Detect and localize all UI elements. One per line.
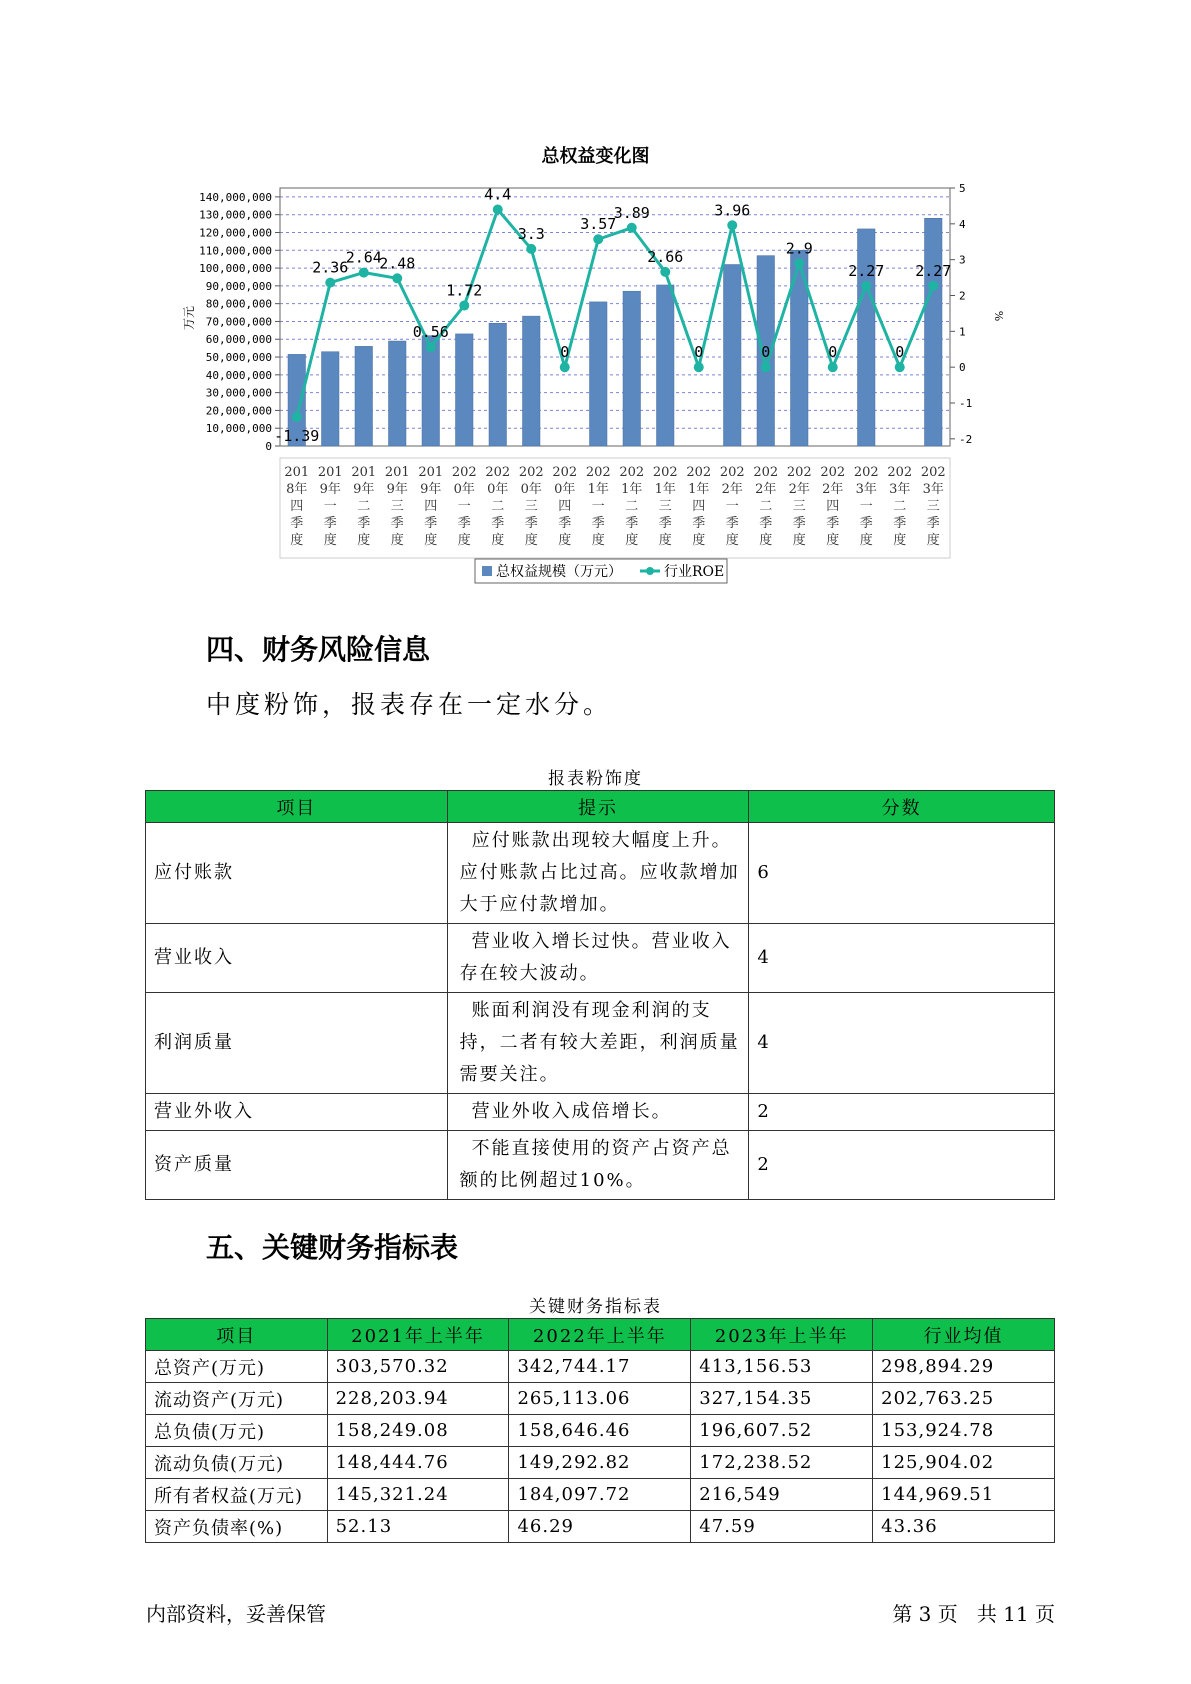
cell-hint: 营业收入增长过快。营业收入存在较大波动。 (447, 924, 749, 993)
x-tick-label: 202 3年二季度 (887, 465, 913, 548)
cell-hint: 应付账款出现较大幅度上升。应付账款占比过高。应收款增加大于应付款增加。 (447, 823, 749, 924)
table-row (146, 924, 1055, 993)
x-tick-label: 202 3年三季度 (920, 465, 946, 548)
bar (355, 346, 373, 446)
risk-table (145, 790, 1055, 1200)
roe-point (325, 278, 335, 288)
roe-label: 1.72 (446, 281, 483, 300)
bar (422, 336, 440, 446)
roe-point (292, 412, 302, 422)
x-tick-label: 202 2年三季度 (786, 465, 812, 548)
roe-point (459, 301, 469, 311)
y-tick-label: 10,000,000 (205, 422, 272, 436)
cell-item: 总资产(万元) (146, 1351, 328, 1383)
roe-point (828, 362, 838, 372)
y-tick-label: 40,000,000 (205, 368, 272, 382)
bar (590, 302, 608, 446)
cell-item: 总负债(万元) (146, 1415, 328, 1447)
y-tick-label: 110,000,000 (199, 244, 272, 258)
table-row (146, 1351, 1055, 1383)
y2-axis-label: % (992, 310, 1005, 322)
roe-label: 3.89 (613, 203, 650, 222)
cell-item: 资产负债率(%) (146, 1511, 328, 1543)
y-tick-label: 50,000,000 (205, 351, 272, 365)
y-tick-label: 30,000,000 (205, 386, 272, 400)
roe-label: 2.36 (312, 258, 349, 277)
bar (489, 323, 507, 446)
roe-label: 2.64 (345, 248, 382, 267)
legend-bar-label: 总权益规模（万元） (496, 564, 622, 580)
table-row (146, 1415, 1055, 1447)
cell-value: 158,646.46 (509, 1415, 691, 1447)
x-tick-label: 202 1年三季度 (652, 465, 678, 548)
bar (925, 218, 943, 446)
header-cell: 项目 (146, 791, 448, 823)
roe-label: 2.9 (785, 239, 813, 258)
cell-value: 184,097.72 (509, 1479, 691, 1511)
x-tick-label: 202 0年一季度 (451, 465, 477, 548)
header-cell: 2021年上半年 (327, 1319, 509, 1351)
bar (322, 352, 340, 446)
x-tick-label: 201 9年一季度 (317, 465, 343, 548)
cell-value: 149,292.82 (509, 1447, 691, 1479)
cell-value: 46.29 (509, 1511, 691, 1543)
header-cell: 项目 (146, 1319, 328, 1351)
cell-value: 158,249.08 (327, 1415, 509, 1447)
kpi-table-caption: 关键财务指标表 (529, 1297, 662, 1317)
y-tick-label: 70,000,000 (205, 315, 272, 329)
y-axis-label: 万元 (182, 305, 196, 331)
cell-score: 4 (749, 924, 1055, 993)
bar (623, 291, 641, 446)
y-tick-label: 0 (265, 440, 272, 453)
bar (456, 334, 474, 446)
roe-label: 0 (895, 343, 905, 362)
risk-table-header (146, 791, 1055, 823)
legend-line-marker (646, 567, 654, 575)
cell-value: 148,444.76 (327, 1447, 509, 1479)
y-tick-label: 140,000,000 (199, 190, 272, 204)
risk-table-caption: 报表粉饰度 (548, 769, 643, 789)
y2-tick-label: 0 (959, 361, 966, 375)
cell-value: 265,113.06 (509, 1383, 691, 1415)
cell-score: 4 (749, 993, 1055, 1094)
cell-item: 营业外收入 (146, 1094, 448, 1131)
x-tick-label: 202 1年四季度 (686, 465, 712, 548)
x-tick-label: 202 0年三季度 (518, 465, 544, 548)
chart-title: 总权益变化图 (541, 146, 650, 167)
x-tick-label: 201 9年四季度 (418, 465, 444, 548)
roe-label: -1.39 (274, 426, 320, 445)
roe-label: 4.4 (484, 185, 512, 204)
roe-point (694, 362, 704, 372)
roe-point (794, 258, 804, 268)
roe-point (593, 234, 603, 244)
cell-value: 303,570.32 (327, 1351, 509, 1383)
x-tick-label: 202 1年一季度 (585, 465, 611, 548)
y2-tick-label: 4 (959, 217, 966, 231)
cell-value: 153,924.78 (873, 1415, 1055, 1447)
roe-point (493, 205, 503, 215)
x-tick-label: 202 2年二季度 (753, 465, 779, 548)
y-tick-label: 20,000,000 (205, 404, 272, 418)
header-cell: 提示 (447, 791, 749, 823)
cell-item: 营业收入 (146, 924, 448, 993)
cell-hint: 营业外收入成倍增长。 (447, 1094, 749, 1131)
table-row (146, 1131, 1055, 1200)
cell-value: 216,549 (691, 1479, 873, 1511)
table-row (146, 1094, 1055, 1131)
x-tick-label: 201 9年二季度 (351, 465, 377, 548)
cell-item: 流动负债(万元) (146, 1447, 328, 1479)
roe-point (426, 342, 436, 352)
bar (389, 341, 407, 446)
footer-confidential: 内部资料，妥善保管 (146, 1602, 326, 1626)
cell-value: 202,763.25 (873, 1383, 1055, 1415)
x-tick-label: 201 8年四季度 (284, 465, 310, 548)
roe-point (660, 267, 670, 277)
cell-item: 应付账款 (146, 823, 448, 924)
x-tick-label: 202 1年二季度 (619, 465, 645, 548)
y-tick-label: 90,000,000 (205, 279, 272, 293)
y2-tick-label: -2 (959, 432, 973, 446)
x-tick-label: 201 9年三季度 (384, 465, 410, 548)
x-tick-label: 202 0年二季度 (485, 465, 511, 548)
cell-value: 196,607.52 (691, 1415, 873, 1447)
kpi-table-header (146, 1319, 1055, 1351)
header-cell: 分数 (749, 791, 1055, 823)
y2-tick-label: 2 (959, 289, 966, 303)
roe-label: 2.48 (379, 254, 416, 273)
cell-value: 125,904.02 (873, 1447, 1055, 1479)
roe-label: 0.56 (412, 323, 449, 342)
table-row (146, 1383, 1055, 1415)
x-axis-panel (280, 458, 950, 558)
table-row (146, 823, 1055, 924)
section4-heading: 四、财务风险信息 (206, 633, 431, 666)
table-row (146, 993, 1055, 1094)
roe-label: 2.66 (647, 247, 684, 266)
cell-score: 6 (749, 823, 1055, 924)
roe-label: 2.27 (848, 261, 885, 280)
cell-item: 流动资产(万元) (146, 1383, 328, 1415)
roe-point (861, 281, 871, 291)
table-row (146, 1511, 1055, 1543)
roe-point (526, 244, 536, 254)
roe-label: 3.96 (714, 201, 751, 220)
cell-value: 144,969.51 (873, 1479, 1055, 1511)
roe-label: 3.3 (517, 224, 545, 243)
cell-value: 228,203.94 (327, 1383, 509, 1415)
y-tick-label: 100,000,000 (199, 262, 272, 276)
legend-line-label: 行业ROE (664, 564, 725, 580)
cell-value: 298,894.29 (873, 1351, 1055, 1383)
footer-page-number: 第 3 页 共 11 页 (892, 1602, 1055, 1626)
roe-point (727, 220, 737, 230)
cell-value: 413,156.53 (691, 1351, 873, 1383)
table-row (146, 1447, 1055, 1479)
risk-summary-text: 中度粉饰，报表存在一定水分。 (206, 690, 613, 719)
cell-value: 342,744.17 (509, 1351, 691, 1383)
cell-item: 所有者权益(万元) (146, 1479, 328, 1511)
bar (657, 285, 675, 446)
roe-point (392, 273, 402, 283)
equity-chart (0, 0, 1191, 600)
roe-label: 0 (828, 343, 838, 362)
roe-point (359, 268, 369, 278)
x-tick-label: 202 2年一季度 (719, 465, 745, 548)
roe-label: 0 (560, 343, 570, 362)
y-tick-label: 60,000,000 (205, 333, 272, 347)
cell-value: 47.59 (691, 1511, 873, 1543)
roe-point (627, 223, 637, 233)
cell-item: 资产质量 (146, 1131, 448, 1200)
roe-label: 3.57 (580, 215, 617, 234)
header-cell: 行业均值 (873, 1319, 1055, 1351)
x-tick-label: 202 2年四季度 (820, 465, 846, 548)
chart-svg (0, 0, 1191, 600)
y2-tick-label: 5 (959, 182, 966, 195)
roe-label: 2.27 (915, 261, 952, 280)
roe-point (761, 362, 771, 372)
roe-point (560, 362, 570, 372)
cell-hint: 账面利润没有现金利润的支持，二者有较大差距，利润质量需要关注。 (447, 993, 749, 1094)
cell-value: 145,321.24 (327, 1479, 509, 1511)
x-tick-label: 202 0年四季度 (552, 465, 578, 548)
y2-tick-label: -1 (959, 397, 973, 410)
cell-item: 利润质量 (146, 993, 448, 1094)
roe-point (895, 362, 905, 372)
y2-tick-label: 1 (959, 325, 966, 339)
cell-value: 172,238.52 (691, 1447, 873, 1479)
cell-score: 2 (749, 1131, 1055, 1200)
cell-value: 43.36 (873, 1511, 1055, 1543)
legend-bar-swatch (482, 566, 492, 576)
roe-label: 0 (694, 343, 704, 362)
bar (724, 265, 742, 446)
bar (523, 316, 541, 446)
header-cell: 2022年上半年 (509, 1319, 691, 1351)
cell-value: 327,154.35 (691, 1383, 873, 1415)
y-tick-label: 120,000,000 (199, 226, 272, 240)
y-tick-label: 80,000,000 (205, 297, 272, 311)
y-tick-label: 130,000,000 (199, 208, 272, 222)
roe-point (928, 281, 938, 291)
cell-hint: 不能直接使用的资产占资产总额的比例超过10%。 (447, 1131, 749, 1200)
table-row (146, 1479, 1055, 1511)
header-cell: 2023年上半年 (691, 1319, 873, 1351)
kpi-table (145, 1318, 1055, 1543)
roe-label: 0 (761, 343, 771, 362)
cell-score: 2 (749, 1094, 1055, 1131)
section5-heading: 五、关键财务指标表 (206, 1231, 459, 1264)
x-tick-label: 202 3年一季度 (853, 465, 879, 548)
cell-value: 52.13 (327, 1511, 509, 1543)
y2-tick-label: 3 (959, 253, 966, 267)
